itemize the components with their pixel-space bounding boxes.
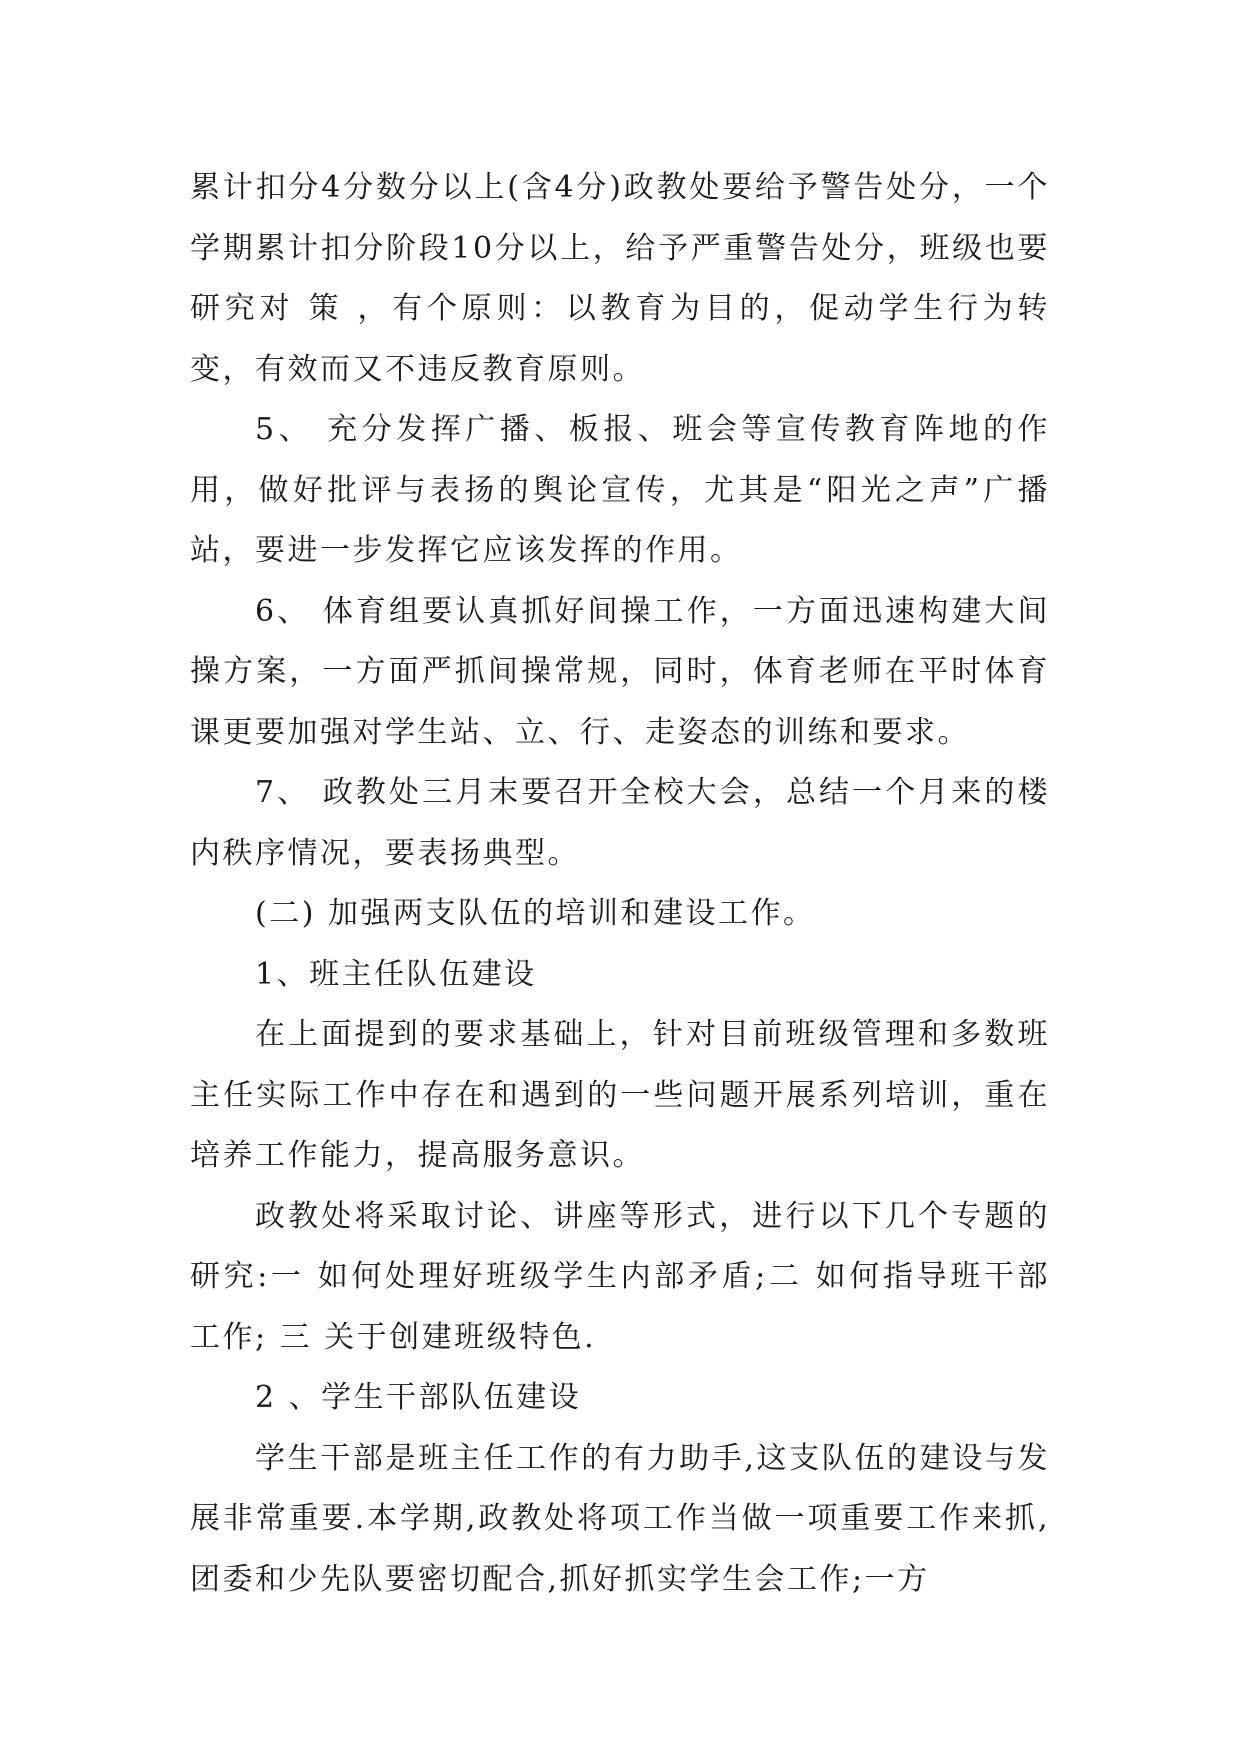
subheading-teacher-team: 1、班主任队伍建设 [255, 956, 537, 992]
paragraph-item-6: 6、 体育组要认真抓好间操工作，一方面迅速构建大间操方案，一方面严抓间操常规，同时，体育老师在平时体育课更要加强对学生站、立、行、走姿态的训练和要求。 [190, 593, 1050, 750]
paragraph-teacher-training: 在上面提到的要求基础上，针对目前班级管理和多数班主任实际工作中存在和遇到的一些问题开展系列培训，重在培养工作能力，提高服务意识。 [190, 1017, 1050, 1173]
subheading-student-cadre: 2 、学生干部队伍建设 [255, 1380, 582, 1415]
document-body [190, 158, 1050, 1610]
paragraph-research-topics: 政教处将采取讨论、讲座等形式，进行以下几个专题的研究:一 如何处理好班级学生内部矛盾;二 如何指导班干部工作; 三 关于创建班级特色. [190, 1198, 1050, 1355]
paragraph-student-cadre: 学生干部是班主任工作的有力助手,这支队伍的建设与发展非常重要.本学期,政教处将项工作当做一项重要工作来抓,团委和少先队要密切配合,抓好抓实学生会工作;一方 [190, 1440, 1050, 1597]
paragraph-item-5: 5、 充分发挥广播、板报、班会等宣传教育阵地的作用，做好批评与表扬的舆论宣传，尤其是“阳光之声”广播站，要进一步发挥它应该发挥的作用。 [190, 412, 1050, 568]
paragraph-continued: 累计扣分4分数分以上(含4分)政教处要给予警告处分，一个学期累计扣分阶段10分以上，给予严重警告处分，班级也要研究对 策 ，有个原则：以教育为目的，促动学生行为转变，有效而又不违反教育原则。 [190, 170, 1050, 387]
section-heading-2: (二) 加强两支队伍的培训和建设工作。 [255, 896, 816, 931]
paragraph-item-7: 7、 政教处三月末要召开全校大会，总结一个月来的楼内秩序情况，要表扬典型。 [190, 775, 1050, 871]
